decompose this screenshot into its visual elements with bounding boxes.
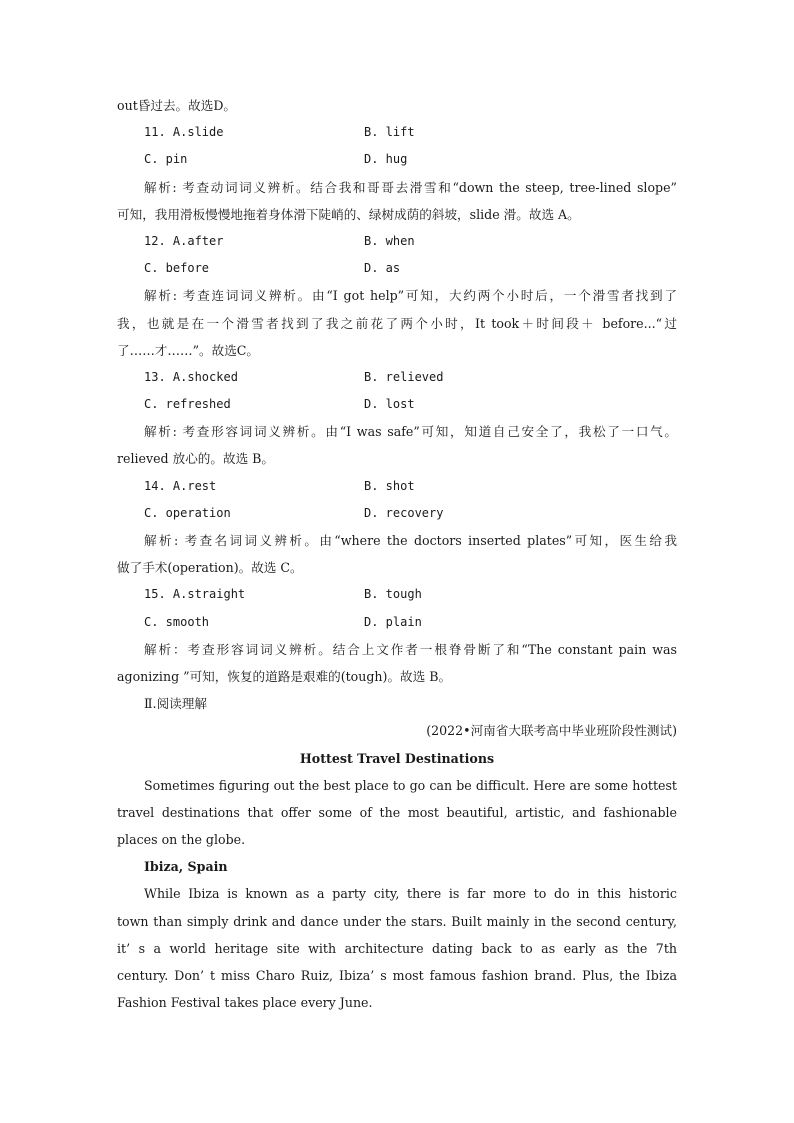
paragraph-line: town than simply drink and dance under the stars. Built mainly in the second century, (117, 913, 677, 929)
explanation-line: 做了手术(operation)。故选 C。 (117, 560, 303, 576)
option-b: B. relieved (364, 369, 444, 384)
question-13-options-ab (117, 364, 677, 391)
question-15-options-ab (117, 581, 677, 608)
paragraph-line: Fashion Festival takes place every June. (117, 995, 373, 1011)
option-b: B. tough (364, 587, 422, 602)
explanation-line: 解析：考查形容词词义辨析。结合上文作者一根脊骨断了和“The constant pain was (144, 641, 677, 657)
passage-title: Hottest Travel Destinations (299, 750, 495, 766)
option-d: D. plain (364, 614, 422, 629)
question-14-options-ab (117, 473, 677, 500)
explanation-line: agonizing ”可知，恢复的道路是艰难的(tough)。故选 B。 (117, 668, 452, 684)
paragraph-line: century. Don’ t miss Charo Ruiz, Ibiza’ s most famous fashion brand. Plus, the Ibiza (117, 968, 677, 983)
explanation-line: 解析: 考查动词词义辨析。结合我和哥哥去滑雪和“down the steep, tree-lined slope” (144, 179, 677, 195)
question-11-options-cd (117, 146, 677, 173)
text-line: out昏过去。故选D。 (117, 98, 237, 113)
option-d: D. hug (364, 152, 408, 167)
paragraph-line: While Ibiza is known as a party city, there is far more to do in this historic (144, 886, 677, 902)
option-c: C. smooth (144, 614, 210, 629)
option-a: 15. A.straight (144, 587, 246, 602)
explanation-line: 了……才……”。故选C。 (117, 342, 260, 358)
option-c: C. before (144, 261, 210, 276)
explanation-line: 可知，我用滑板慢慢地拖着身体滑下陡峭的、绿树成荫的斜坡，slide 滑。故选 A。 (117, 206, 580, 222)
explanation-line: 解析: 考查名词词义辨析。由“where the doctors inserted plates”可知，医生给我 (144, 533, 677, 548)
option-d: D. recovery (364, 505, 444, 520)
question-15-options-cd (117, 609, 677, 636)
subheading-ibiza: Ibiza, Spain (144, 859, 228, 875)
option-d: D. lost (364, 397, 415, 412)
option-d: D. as (364, 261, 401, 276)
question-11-options-ab (117, 119, 677, 146)
option-b: B. when (364, 233, 415, 248)
option-c: C. pin (144, 152, 188, 167)
option-a: 13. A.shocked (144, 369, 238, 384)
section-heading: Ⅱ.阅读理解 (144, 696, 207, 712)
document-page (117, 92, 677, 1016)
explanation-line: 我，也就是在一个滑雪者找到了我之前花了两个小时，It took＋时间段＋ before...“过 (117, 315, 677, 331)
option-b: B. shot (364, 478, 415, 493)
option-a: 11. A.slide (144, 125, 224, 140)
explanation-line: 解析: 考查形容词词义辨析。由“I was safe”可知，知道自己安全了，我松了一口气。 (144, 424, 677, 440)
paragraph-line: places on the globe. (117, 832, 246, 848)
option-a: 14. A.rest (144, 478, 217, 493)
option-b: B. lift (364, 125, 415, 140)
paragraph-line: travel destinations that offer some of the most beautiful, artistic, and fashionable (117, 804, 677, 820)
question-12-options-cd (117, 255, 677, 282)
question-13-options-cd (117, 391, 677, 418)
source-note: (2022•河南省大联考高中毕业班阶段性测试) (426, 723, 677, 739)
explanation-line: 解析: 考查连词词义辨析。由“I got help”可知，大约两个小时后，一个滑雪者找到了 (144, 288, 677, 304)
option-c: C. operation (144, 505, 231, 520)
explanation-line: relieved 放心的。故选 B。 (117, 451, 275, 467)
option-c: C. refreshed (144, 397, 231, 412)
paragraph-line: Sometimes figuring out the best place to go can be difficult. Here are some hottest (144, 777, 677, 793)
question-12-options-ab (117, 228, 677, 255)
option-a: 12. A.after (144, 233, 224, 248)
paragraph-line: it’ s a world heritage site with architecture dating back to as early as the 7th (117, 940, 677, 956)
question-14-options-cd (117, 500, 677, 527)
